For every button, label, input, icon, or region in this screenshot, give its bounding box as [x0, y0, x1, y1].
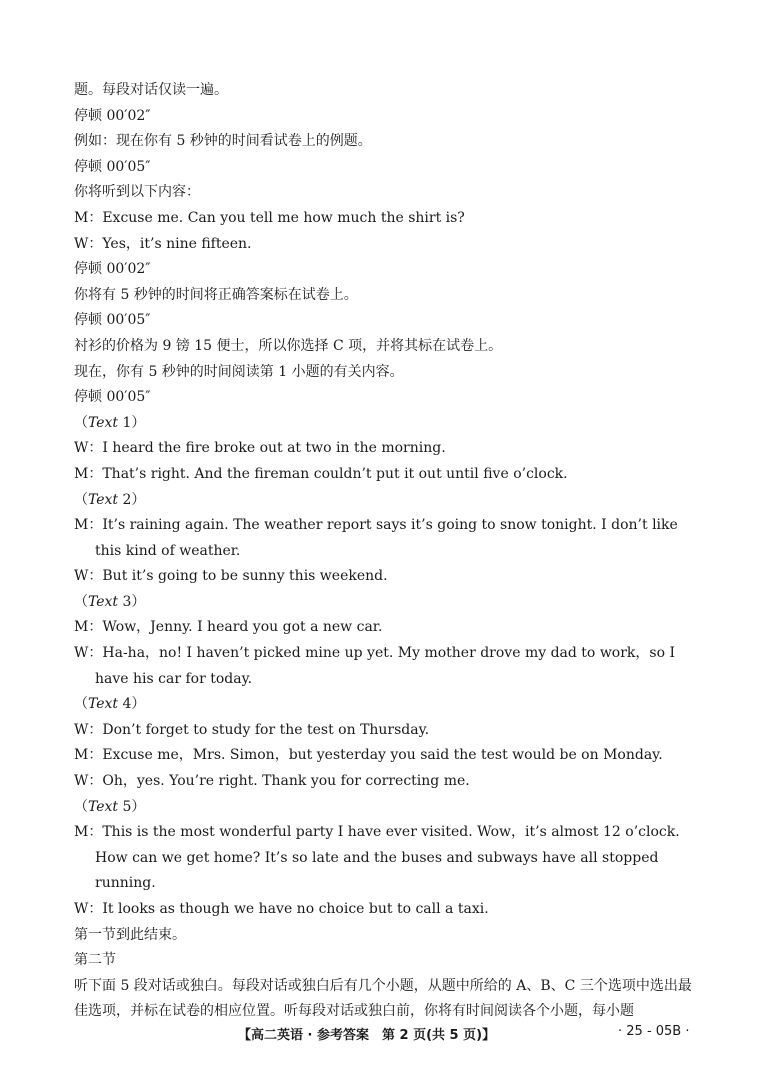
dialogue-line: M：It’s raining again. The weather report says it’s going to snow tonight. I don’t like this kind of weather. [74, 517, 678, 559]
dialogue-line: M：Wow，Jenny. I heard you got a new car. [74, 619, 383, 636]
example-line: 例如：现在你有 5 秒钟的时间看试卷上的例题。 [74, 133, 372, 150]
dialogue-line: W：I heard the fire broke out at two in the morning. [74, 440, 446, 457]
dialogue-line: M：Excuse me. Can you tell me how much the shirt is? [74, 209, 465, 226]
instruction-line: 现在，你有 5 秒钟的时间阅读第 1 小题的有关内容。 [74, 363, 404, 380]
dialogue-line: W：It looks as though we have no choice but to call a taxi. [74, 901, 489, 917]
answer-explanation-line: 衬衫的价格为 9 镑 15 便士，所以你选择 C 项，并将其标在试卷上。 [74, 337, 503, 354]
pause-line: 停顿 00′02″ [74, 261, 151, 278]
section-two-instructions: 听下面 5 段对话或独白。每段对话或独白后有几个小题，从题中所给的 A、B、C 三个选项中选出最佳选项，并标在试卷的相应位置。听每段对话或独白前，你将有时间阅读各个小题，每小题 [74, 977, 692, 1020]
text-3-label: （Text 3） [74, 593, 146, 610]
intro-line-1: 题。每段对话仅读一遍。 [74, 82, 228, 98]
footer-title: 【高二英语 · 参考答案 第 2 页(共 5 页)】 [238, 1028, 496, 1043]
dialogue-line: M：That’s right. And the fireman couldn’t put it out until five o’clock. [74, 465, 568, 482]
dialogue-line: W：Yes，it’s nine fifteen. [74, 235, 252, 252]
pause-line: 停顿 00′05″ [74, 389, 151, 406]
instruction-line: 你将有 5 秒钟的时间将正确答案标在试卷上。 [74, 286, 358, 303]
dialogue-line: W：Ha-ha，no! I haven’t picked mine up yet. My mother drove my dad to work，so I have his car for today. [74, 645, 675, 687]
text-1-label: （Text 1） [74, 414, 146, 431]
pause-line: 停顿 00′05″ [74, 312, 151, 329]
dialogue-line: W：Don’t forget to study for the test on Thursday. [74, 721, 430, 738]
hear-content-line: 你将听到以下内容： [74, 184, 200, 201]
footer-code: · 25 - 05B · [618, 1024, 690, 1039]
text-2-label: （Text 2） [74, 491, 146, 508]
dialogue-line: W：But it’s going to be sunny this weekend. [74, 568, 388, 585]
document-body [74, 78, 696, 1025]
section-two-heading: 第二节 [74, 952, 116, 969]
text-5-label: （Text 5） [74, 798, 146, 815]
pause-line: 停顿 00′02″ [74, 107, 151, 124]
text-4-label: （Text 4） [74, 696, 146, 713]
dialogue-line: M：This is the most wonderful party I have ever visited. Wow，it’s almost 12 o’clock. How can we get home? It’s so late and the buses and subways have all stopped running. [74, 824, 680, 892]
pause-line: 停顿 00′05″ [74, 158, 151, 175]
end-section-line: 第一节到此结束。 [74, 926, 186, 943]
dialogue-line: W：Oh，yes. You’re right. Thank you for correcting me. [74, 773, 470, 790]
dialogue-line: M：Excuse me，Mrs. Simon，but yesterday you said the test would be on Monday. [74, 747, 663, 764]
